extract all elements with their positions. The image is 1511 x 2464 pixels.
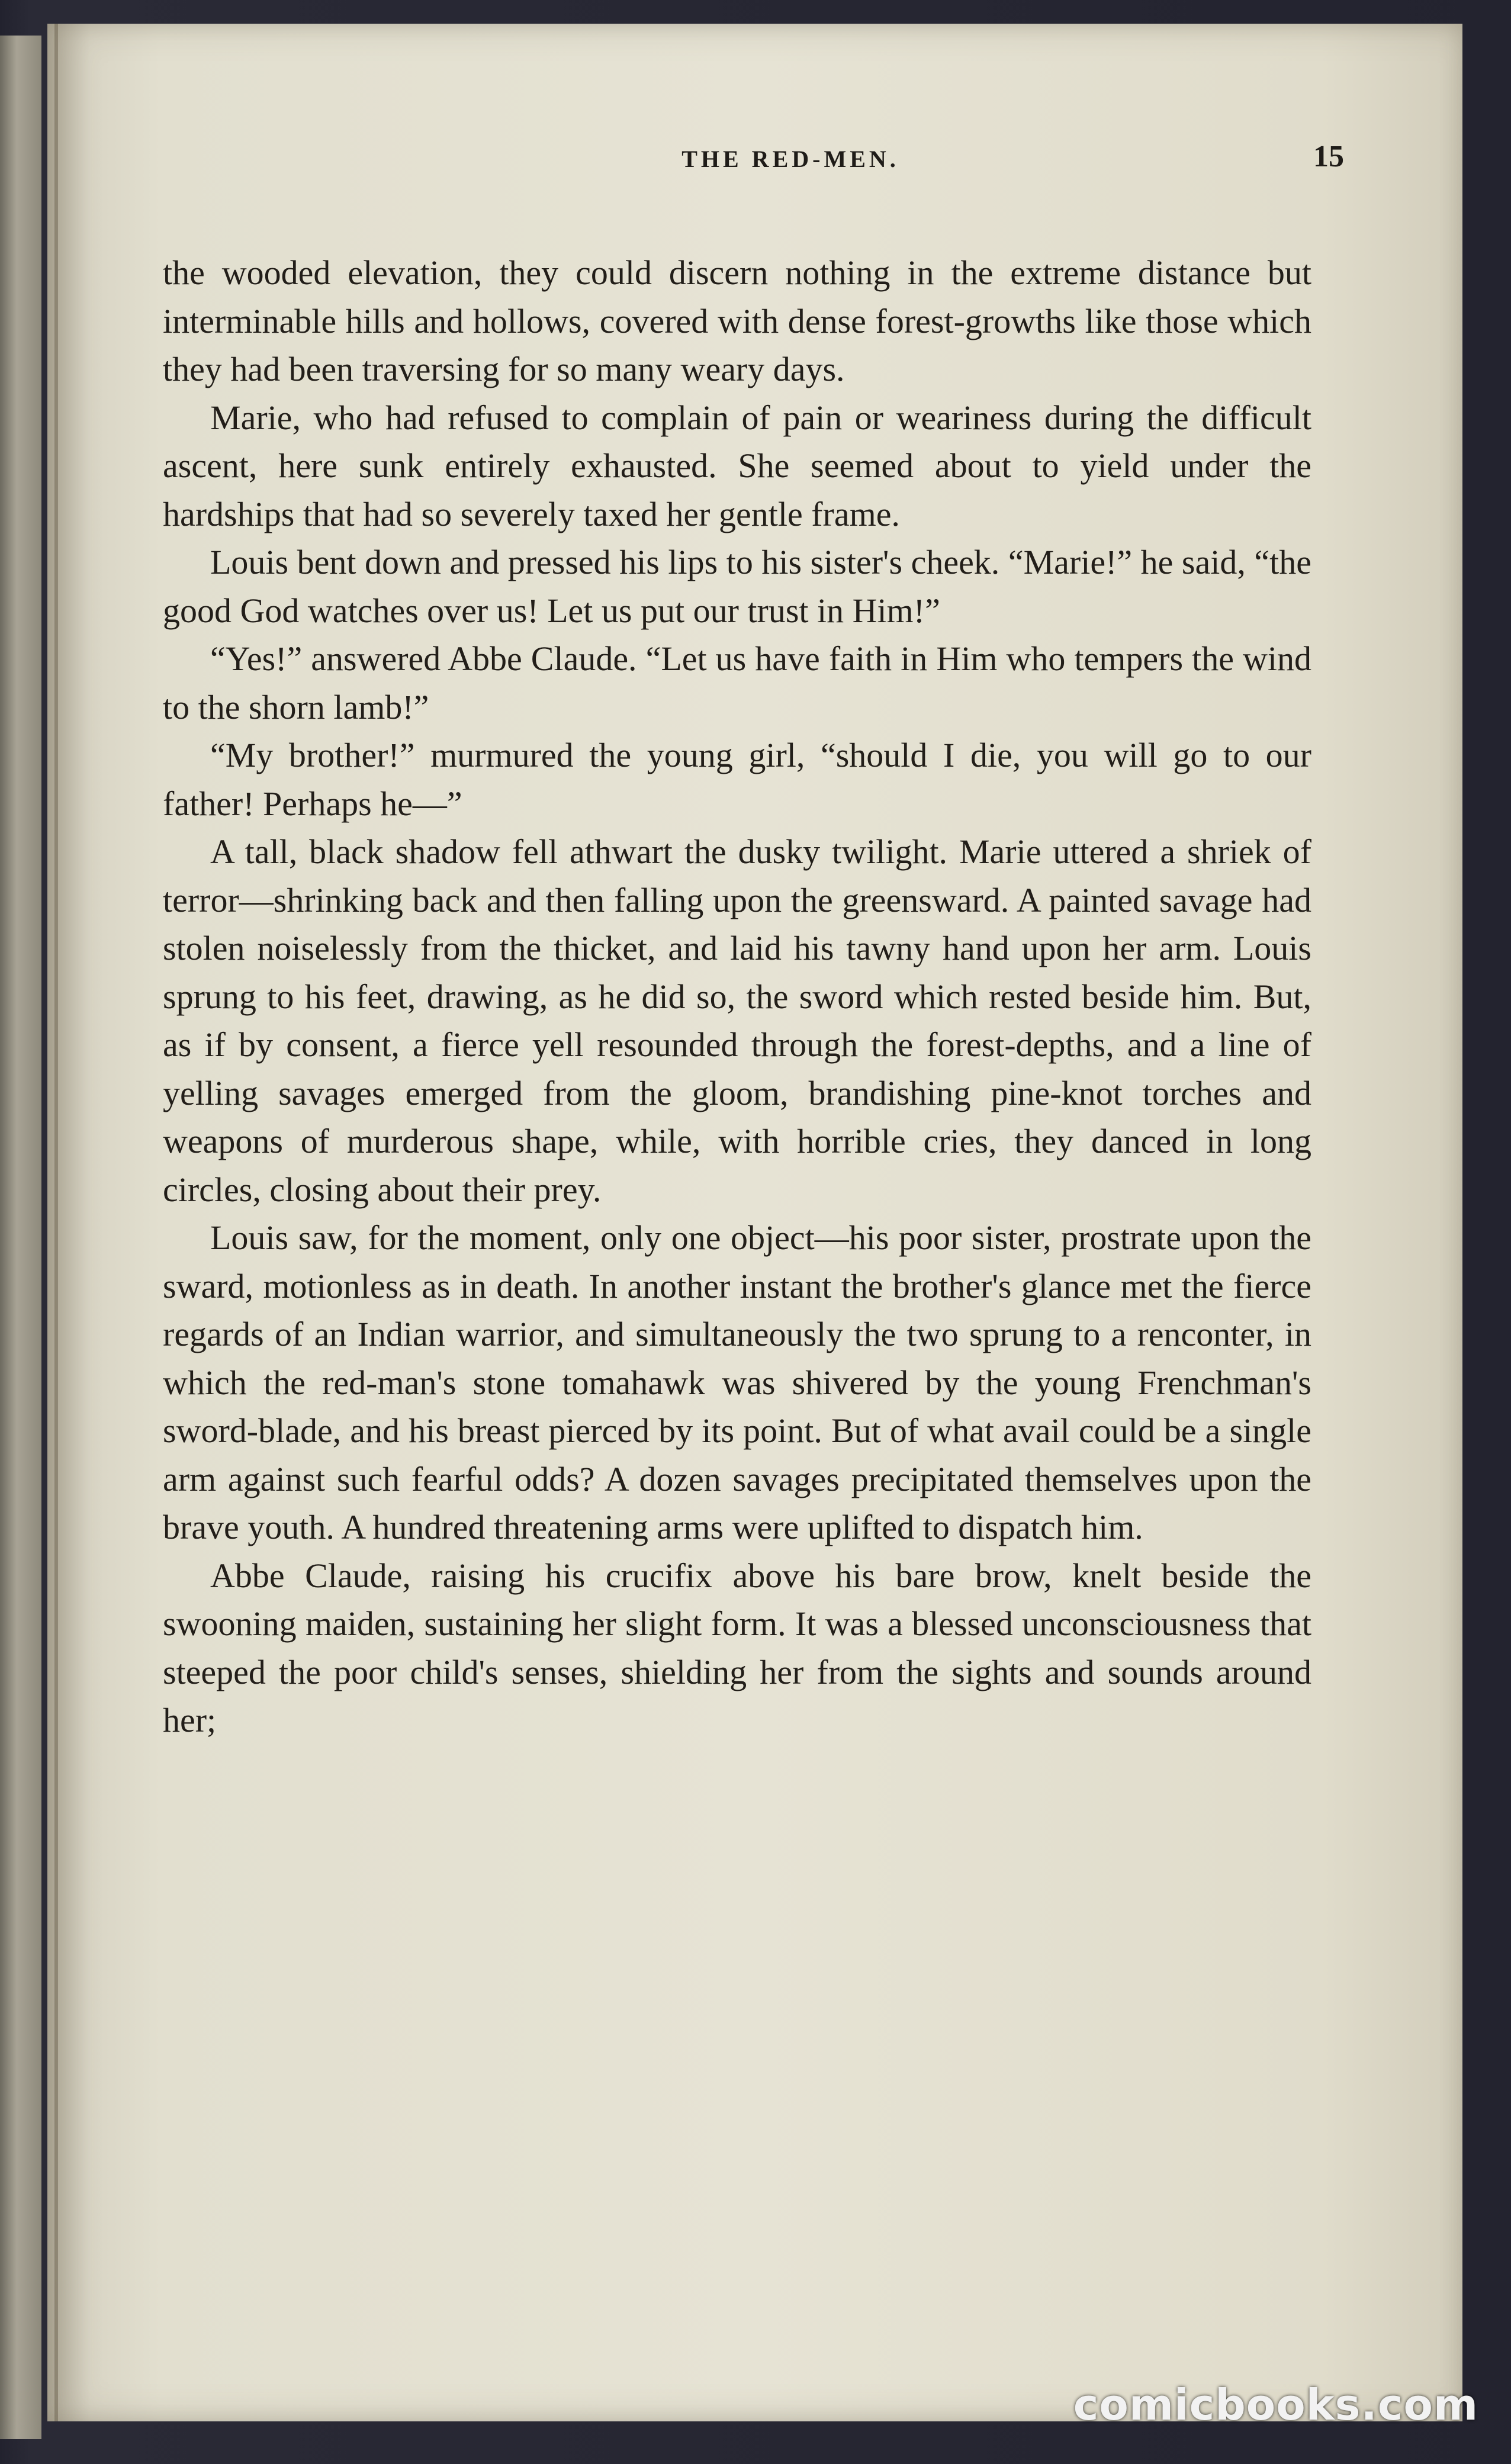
site-watermark: comicbooks.com <box>1073 2380 1478 2430</box>
paragraph: A tall, black shadow fell athwart the dusky twilight. Marie uttered a shriek of terror—shrinking back and then falling upon the greensward. A painted savage had stolen noiselessly from the thicket, and laid his tawny hand upon her arm. Louis sprung to his feet, drawing, as he did so, the sword which rested beside him. But, as if by consent, a fierce yell resounded through the forest-depths, and a line of yelling savages emerged from the gloom, brandishing pine-knot torches and weapons of murderous shape, while, with horrible cries, they danced in long circles, closing about their prey. <box>163 832 1311 1209</box>
paragraph: Abbe Claude, raising his crucifix above his bare brow, knelt beside the swooning maiden, sustaining her slight form. It was a blessed unconsciousness that steeped the poor child's senses, shielding her from the sights and sounds around her; <box>163 1556 1311 1739</box>
paragraph: the wooded elevation, they could discern nothing in the extreme distance but interminable hills and hollows, covered with dense forest-growths like those which they had been traversing for so many weary days. <box>163 253 1311 388</box>
page-number: 15 <box>1313 140 1344 173</box>
paragraph: “My brother!” murmured the young girl, “should I die, you will go to our father! Perhaps he—” <box>163 736 1311 823</box>
paragraph: Louis bent down and pressed his lips to his sister's cheek. “Marie!” he said, “the good God watches over us! Let us put our trust in Him!” <box>163 543 1311 630</box>
paragraph: Marie, who had refused to complain of pain or weariness during the difficult ascent, here sunk entirely exhausted. She seemed about to yield under the hardships that had so severely taxed her gentle frame. <box>163 398 1311 533</box>
page-gutter <box>54 24 58 2421</box>
running-head: THE RED-MEN. <box>681 146 899 172</box>
paragraph: “Yes!” answered Abbe Claude. “Let us have faith in Him who tempers the wind to the shorn lamb!” <box>163 639 1311 726</box>
facing-page-edge <box>0 36 41 2439</box>
paragraph: Louis saw, for the moment, only one object—his poor sister, prostrate upon the sward, motionless as in death. In another instant the brother's glance met the fierce regards of an Indian warrior, and simultaneously the two sprung to a renconter, in which the red-man's stone tomahawk was shivered by the young Frenchman's sword-blade, and his breast pierced by its point. But of what avail could be a single arm against such fearful odds? A dozen savages precipitated themselves upon the brave youth. A hundred threatening arms were uplifted to dispatch him. <box>163 1218 1311 1546</box>
body-text <box>163 249 1311 1745</box>
book-page <box>47 24 1462 2421</box>
